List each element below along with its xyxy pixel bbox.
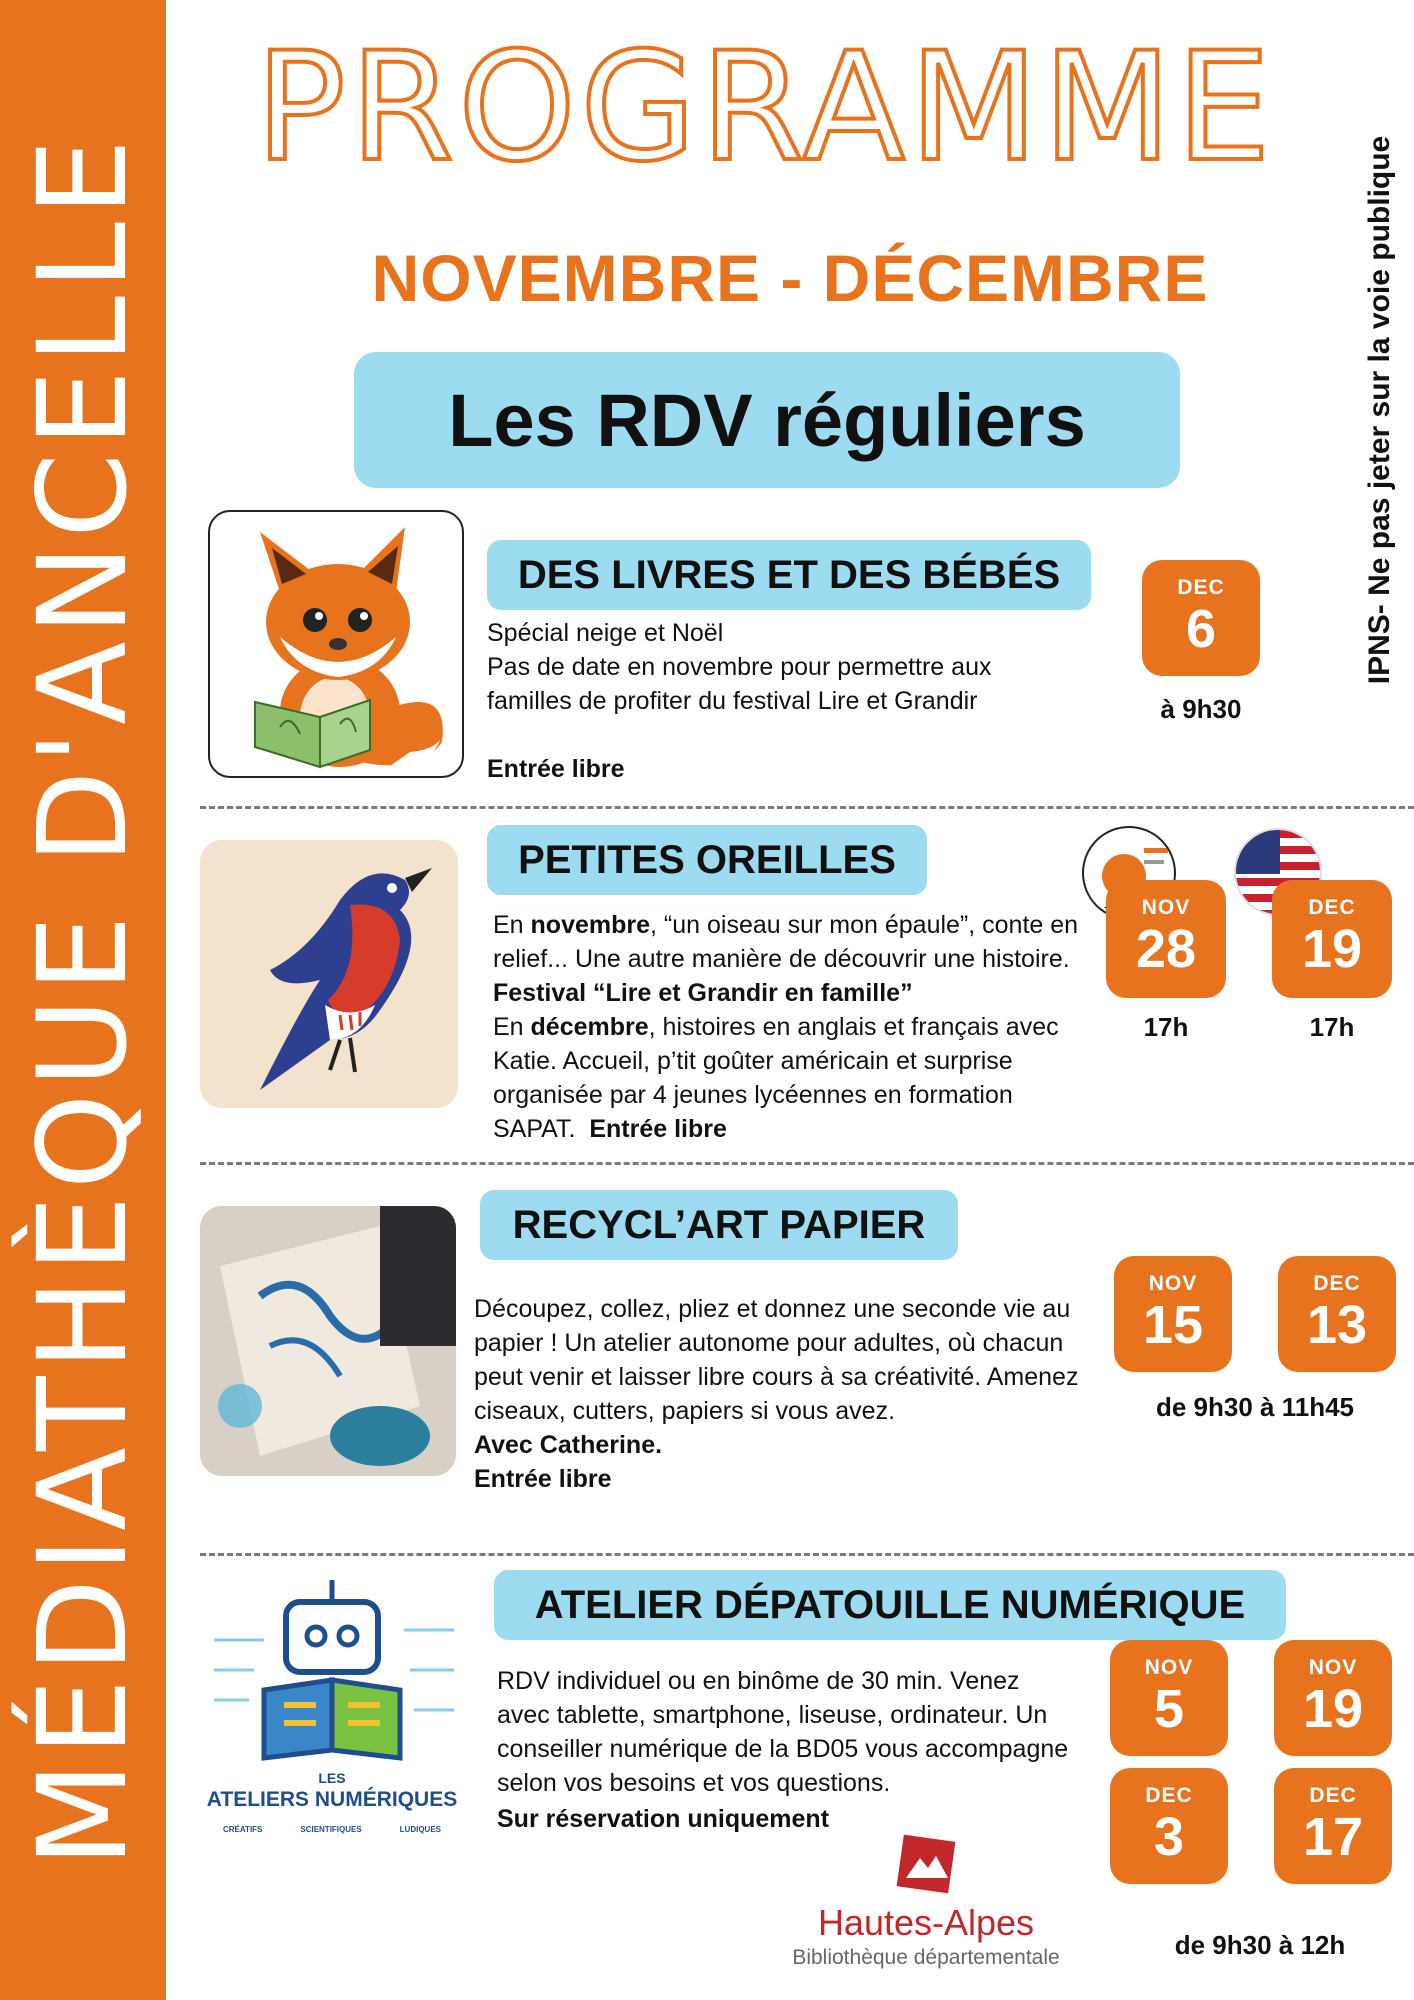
date-day: 19: [1301, 919, 1363, 979]
section-title-depatouille: ATELIER DÉPATOUILLE NUMÉRIQUE: [494, 1570, 1286, 1640]
divider-3: [200, 1553, 1414, 1556]
section-text-depatouille: [497, 1664, 1079, 1836]
date-box-recyclart-2: [1278, 1256, 1396, 1372]
date-day: 6: [1185, 599, 1217, 659]
date-box-depatouille-3: [1110, 1768, 1228, 1884]
oreilles-entry: Entrée libre: [589, 1115, 727, 1143]
mountain-logo-icon: [896, 1834, 956, 1894]
hautes-alpes-name: Hautes-Alpes: [817, 1902, 1035, 1943]
date-box-depatouille-1: [1110, 1640, 1228, 1756]
bebes-entry-label: Entrée libre: [487, 755, 625, 783]
date-month: DEC: [1313, 1272, 1361, 1295]
depatouille-booking: Sur réservation uniquement: [497, 1805, 830, 1833]
date-box-depatouille-4: [1274, 1768, 1392, 1884]
oreilles-p1-rest: , “un oiseau sur mon épaule”, conte en relief... Une autre manière de découvrir une histoire.: [493, 911, 1079, 973]
tag-creatifs: CRÉATIFS: [222, 1825, 263, 1834]
date-month: DEC: [1145, 1784, 1193, 1807]
page-subtitle: NOVEMBRE - DÉCEMBRE: [371, 241, 1209, 315]
depatouille-body: RDV individuel ou en binôme de 30 min. Venez avec tablette, smartphone, liseuse, ordinateur. Un conseiller numérique de la BD05 vous accompagne selon vos besoins et vos questions.: [497, 1667, 1069, 1797]
ateliers-caption-2: ATELIERS NUMÉRIQUES: [206, 1788, 458, 1811]
ipns-note: IPNS- Ne pas jeter sur la voie publique: [1363, 135, 1396, 685]
page-title: PROGRAMME: [255, 21, 1275, 195]
date-day: 3: [1153, 1807, 1185, 1867]
date-day: 28: [1135, 919, 1197, 979]
ateliers-numeriques-image: [204, 1580, 460, 1850]
sidebar-band: [0, 0, 166, 2000]
hautes-alpes-logo: [776, 1832, 1076, 1972]
bebes-line-1: Spécial neige et Noël: [487, 619, 724, 647]
recyclart-entry: Entrée libre: [474, 1465, 612, 1493]
date-box-oreilles-2: [1272, 880, 1392, 998]
date-day: 13: [1306, 1295, 1368, 1355]
tag-scientifiques: SCIENTIFIQUES: [300, 1825, 362, 1834]
section-text-oreilles: [493, 908, 1088, 1146]
rdv-banner: Les RDV réguliers: [354, 352, 1180, 488]
oreilles-p2-prefix: En: [493, 1013, 531, 1041]
tag-ludiques: LUDIQUES: [399, 1825, 442, 1834]
recyclart-body: Découpez, collez, pliez et donnez une seconde vie au papier ! Un atelier autonome pour adultes, où chacun peut venir et laisser libre cours à sa créativité. Amenez ciseaux, cutters, papiers si vous avez.: [474, 1295, 1079, 1425]
oreilles-p1-prefix: En: [493, 911, 531, 939]
section-title-oreilles: PETITES OREILLES: [487, 825, 927, 895]
section-title-bebes: DES LIVRES ET DES BÉBÉS: [487, 540, 1091, 610]
date-box-depatouille-2: [1274, 1640, 1392, 1756]
ateliers-tags: [204, 1825, 460, 1834]
date-day: 19: [1302, 1679, 1364, 1739]
date-month: NOV: [1148, 1272, 1198, 1295]
time-bebes: à 9h30: [1160, 694, 1242, 724]
date-month: DEC: [1308, 896, 1356, 919]
date-day: 15: [1142, 1295, 1204, 1355]
date-day: 17: [1302, 1807, 1364, 1867]
date-day: 5: [1153, 1679, 1185, 1739]
ateliers-caption-1: LES: [318, 1770, 346, 1786]
bebes-line-2: Pas de date en novembre pour permettre aux: [487, 653, 992, 681]
divider-1: [200, 806, 1414, 809]
date-box-bebes-1: [1142, 560, 1260, 676]
paper-craft-photo: [200, 1206, 456, 1476]
oreilles-p2-bold: décembre: [530, 1013, 649, 1041]
bebes-entry: [487, 752, 625, 786]
date-month: NOV: [1141, 896, 1191, 919]
time-oreilles-2: 17h: [1309, 1012, 1355, 1042]
date-month: NOV: [1144, 1656, 1194, 1679]
section-text-bebes: [487, 616, 1087, 718]
fox-reading-image: [208, 510, 464, 778]
recyclart-with: Avec Catherine.: [474, 1431, 663, 1459]
hautes-alpes-sub: Bibliothèque départementale: [792, 1946, 1060, 1969]
divider-2: [200, 1162, 1414, 1165]
date-month: DEC: [1309, 1784, 1357, 1807]
sidebar-title: MÉDIATHÈQUE D'ANCELLE: [12, 132, 154, 1868]
time-oreilles-1: 17h: [1143, 1012, 1189, 1042]
date-month: NOV: [1308, 1656, 1358, 1679]
date-box-recyclart-1: [1114, 1256, 1232, 1372]
oreilles-p2-rest: , histoires en anglais et français avec Katie. Accueil, p’tit goûter américain et surprise organisée par 4 jeunes lycéennes en formation SAPAT.: [493, 1013, 1059, 1143]
section-title-recyclart: RECYCL’ART PAPIER: [480, 1190, 958, 1260]
section-text-recyclart: [474, 1292, 1092, 1496]
date-box-oreilles-1: [1106, 880, 1226, 998]
time-depatouille: de 9h30 à 12h: [1174, 1930, 1346, 1960]
bird-image: [200, 840, 458, 1108]
date-month: DEC: [1177, 576, 1225, 599]
oreilles-festival: Festival “Lire et Grandir en famille”: [493, 979, 913, 1007]
oreilles-p1-bold: novembre: [530, 911, 651, 939]
time-recyclart: de 9h30 à 11h45: [1155, 1392, 1355, 1422]
bebes-line-3: familles de profiter du festival Lire et Grandir: [487, 687, 978, 715]
